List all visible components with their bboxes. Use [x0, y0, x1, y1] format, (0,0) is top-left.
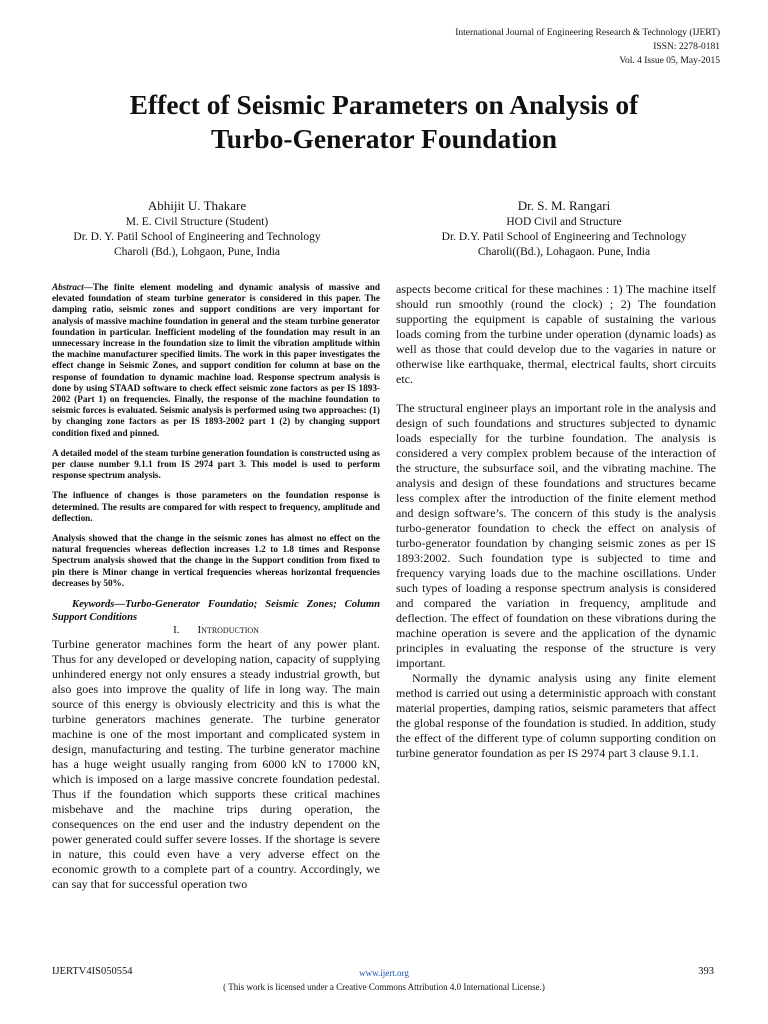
section-title-initial: I [197, 624, 202, 637]
body-paragraph: Normally the dynamic analysis using any finite element method is carried out using a deterministic approach with constant material properties, damping ratios, seismic parameters that affect the global response of the foundation is studied. In addition, study the effect of the different type of column supporting condition on turbine generator foundation as per IS 2974 part 3 clause 9.1.1. [396, 671, 716, 760]
author-affiliation-line: M. E. Civil Structure (Student) [125, 216, 269, 228]
section-heading-introduction [52, 624, 380, 637]
author-affiliation-line: Charoli (Bd.), Lohgaon, Pune, India [113, 246, 281, 258]
journal-name: International Journal of Engineering Research & Technology (IJERT) [455, 28, 720, 38]
author-affiliation-line: Charoli((Bd.), Lohagaon. Pune, India [477, 246, 651, 258]
author-affiliation-line: Dr. D.Y. Patil School of Engineering and Technology [441, 231, 687, 243]
author-block-2 [392, 196, 736, 260]
left-column [52, 282, 380, 892]
journal-header [320, 26, 720, 68]
journal-volume: Vol. 4 Issue 05, May-2015 [619, 56, 720, 66]
author-name: Abhijit U. Thakare [147, 198, 247, 213]
body-paragraph: aspects become critical for these machines : 1) The machine itself should run smoothly (round the clock) ; 2) The foundation supporting the equipment is capable of sustaining the various loads coming from the turbine under operation (dynamic loads) as well as those that could develop due to the vagaries in nature or otherwise like earthquake, thermal, electrical faults, short circuits etc. [396, 282, 716, 386]
title-line-2: Turbo-Generator Foundation [210, 123, 558, 154]
abstract-paragraph: Analysis showed that the change in the seismic zones has almost no effect on the natural frequencies whereas deflection increases 1.2 to 1.8 times and Response Spectrum analysis showed that the change in the Support condition from fixed to pin there is Minor change in vertical frequencies whereas horizontal frequencies decreases by 50%. [52, 533, 380, 588]
author-name: Dr. S. M. Rangari [517, 198, 611, 213]
footer-paper-id: IJERTV4IS050554 [52, 966, 133, 977]
author-affiliation-line: Dr. D. Y. Patil School of Engineering and Technology [73, 231, 321, 243]
abstract-paragraph: The influence of changes is those parameters on the foundation response is determined. The results are compared for with respect to frequency, amplitude and deflection. [52, 490, 380, 523]
section-title-rest: ntroduction [201, 624, 259, 637]
paper-title [40, 88, 728, 156]
footer-website-link[interactable]: www.ijert.org [359, 968, 409, 978]
abstract-text: —The finite element modeling and dynamic analysis of massive and elevated foundation of steam turbine generator is considered in this paper. The damping ratio, seismic zones and support conditions are very important for analysis of massive machine foundation in general and the steam turbine generator foundation in particular. Inefficient modeling of the foundation may result in an unnecessary increase in the foundation size to limit the vibration amplitude within the machine manufacturer specified limits. The work in this paper investigates the effect change in Seismic Zones, and support condition for column at base on the response of foundation to dynamic machine load. Response spectrum analysis is done by using STAAD software to check effect seismic zone factors as per IS 1893-2002 (Part 1) on frequencies. Finally, the response of the machine foundation to seismic forces is evaluated. Seismic analysis is performed using two approaches: (1) by changing zone factors as per IS 1893-2002 part 1 (2) by changing support condition fixed and pinned. [52, 282, 380, 438]
page-number: 393 [698, 966, 714, 977]
section-number: I. [173, 624, 180, 637]
introduction-paragraph: Turbine generator machines form the heart of any power plant. Thus for any developed or developing nation, capacity of supplying unhindered energy not only ensures a steady industrial growth, but also goes into improve the quality of life in long way. The main source of this energy is obviously electricity and this is what the turbine generators machines generate. The turbine generator machine is one of the most important and complicated system in design, manufacturing and testing. The turbine generator machine has a huge weight usually ranging from 6000 kN to 17000 kN, which is imposed on a large massive concrete foundation pedestal. Thus if the foundation which supports these critical machines misbehave and the machine trips during operation, the consequences on the end user and the industry dependent on the power generated could suffer severe losses. If the shortage is severe in nature, this could even have a very adverse effect on the economic growth to a complete part of a country. Accordingly, we can say that for successful operation two [52, 637, 380, 892]
body-paragraph: The structural engineer plays an important role in the analysis and design of such foundations and structures subjected to dynamic loads especially for the turbine foundation. The analysis is considered a very complex problem because of the interaction of the structure, the subsurface soil, and the vibrating machine. The analysis and design of these foundations and structures became less complex after the introduction of the finite element method and design software’s. The concern of this study is the analysis turbo-generator foundation to check the effect on analysis of turbo-generator foundation by changing seismic zones as per IS 1893:2002. Such foundation type is subjected to time and frequency varying loads due to the machine oscillations. Under such types of loading a response spectrum analysis is considered and compared the variation in frequency, amplitude and deflection. The effect of foundation on these vibrations during the machine operation is severe and the application of the dynamic principles in evaluating the response of the structure is very important. [396, 401, 716, 670]
author-block-1 [32, 196, 362, 260]
abstract [52, 282, 380, 439]
author-affiliation-line: HOD Civil and Structure [506, 216, 622, 228]
title-line-1: Effect of Seismic Parameters on Analysis of [129, 89, 639, 120]
journal-issn: ISSN: 2278-0181 [653, 42, 720, 52]
abstract-paragraph: A detailed model of the steam turbine generation foundation is constructed using as per clause number 9.1.1 from IS 2974 part 3. This model is used to perform response spectrum analysis. [52, 447, 380, 481]
keywords: Keywords—Turbo-Generator Foundatio; Seismic Zones; Column Support Conditions [52, 599, 380, 624]
license-notice: ( This work is licensed under a Creative Commons Attribution 4.0 International License.) [223, 982, 545, 992]
right-column [396, 282, 716, 761]
abstract-label: Abstract [52, 282, 84, 292]
